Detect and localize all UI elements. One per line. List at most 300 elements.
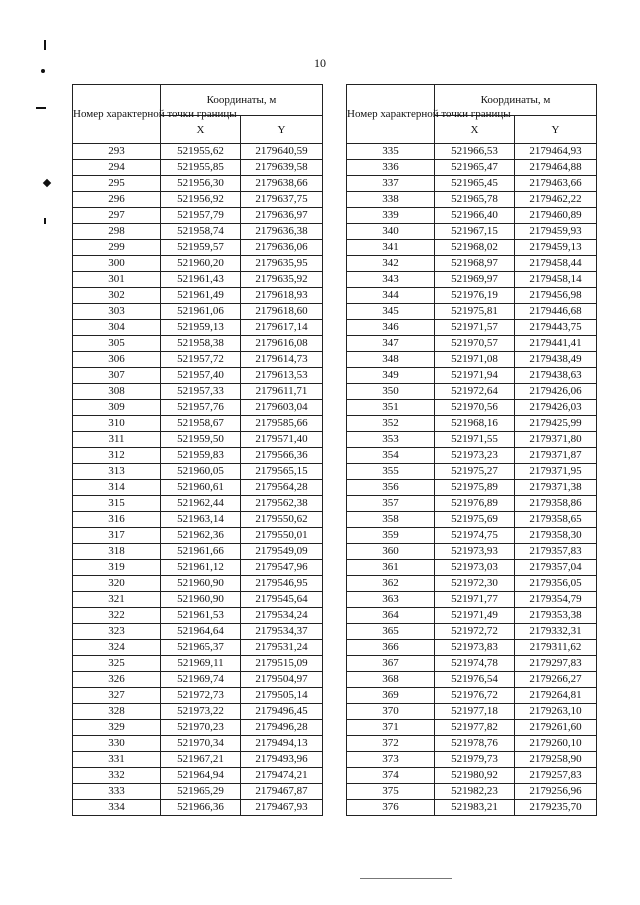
y-coordinate-cell: 2179603,04 xyxy=(241,400,323,416)
table-row xyxy=(73,560,323,576)
y-coordinate-cell: 2179474,21 xyxy=(241,768,323,784)
point-number-cell: 308 xyxy=(73,384,161,400)
y-coordinate-cell: 2179264,81 xyxy=(515,688,597,704)
x-coordinate-cell: 521965,45 xyxy=(435,176,515,192)
y-coordinate-cell: 2179534,37 xyxy=(241,624,323,640)
point-number-cell: 294 xyxy=(73,160,161,176)
x-coordinate-cell: 521975,81 xyxy=(435,304,515,320)
y-coordinate-cell: 2179357,04 xyxy=(515,560,597,576)
x-coordinate-cell: 521968,97 xyxy=(435,256,515,272)
point-number-cell: 358 xyxy=(347,512,435,528)
table-row xyxy=(347,160,597,176)
scan-artifact xyxy=(36,107,46,109)
x-coordinate-cell: 521968,02 xyxy=(435,240,515,256)
table-row xyxy=(347,176,597,192)
x-coordinate-cell: 521972,72 xyxy=(435,624,515,640)
point-number-cell: 302 xyxy=(73,288,161,304)
point-number-cell: 368 xyxy=(347,672,435,688)
y-coordinate-cell: 2179463,66 xyxy=(515,176,597,192)
point-number-cell: 369 xyxy=(347,688,435,704)
x-coordinate-cell: 521956,92 xyxy=(161,192,241,208)
point-number-cell: 348 xyxy=(347,352,435,368)
y-coordinate-cell: 2179550,62 xyxy=(241,512,323,528)
x-coordinate-cell: 521983,21 xyxy=(435,800,515,816)
point-number-cell: 355 xyxy=(347,464,435,480)
point-number-cell: 344 xyxy=(347,288,435,304)
x-coordinate-cell: 521958,74 xyxy=(161,224,241,240)
point-number-cell: 339 xyxy=(347,208,435,224)
point-number-cell: 314 xyxy=(73,480,161,496)
table-row xyxy=(73,624,323,640)
x-coordinate-cell: 521965,47 xyxy=(435,160,515,176)
table-row xyxy=(73,224,323,240)
x-coordinate-cell: 521977,82 xyxy=(435,720,515,736)
y-coordinate-cell: 2179613,53 xyxy=(241,368,323,384)
x-coordinate-cell: 521960,05 xyxy=(161,464,241,480)
table-row xyxy=(73,592,323,608)
x-coordinate-cell: 521961,53 xyxy=(161,608,241,624)
y-coordinate-cell: 2179547,96 xyxy=(241,560,323,576)
x-coordinate-cell: 521982,23 xyxy=(435,784,515,800)
point-number-cell: 364 xyxy=(347,608,435,624)
point-number-cell: 345 xyxy=(347,304,435,320)
table-row xyxy=(73,272,323,288)
y-coordinate-cell: 2179354,79 xyxy=(515,592,597,608)
y-coordinate-cell: 2179496,45 xyxy=(241,704,323,720)
y-coordinate-cell: 2179371,87 xyxy=(515,448,597,464)
point-number-cell: 372 xyxy=(347,736,435,752)
point-number-cell: 323 xyxy=(73,624,161,640)
table-row xyxy=(73,656,323,672)
point-number-cell: 300 xyxy=(73,256,161,272)
y-coordinate-cell: 2179545,64 xyxy=(241,592,323,608)
x-coordinate-cell: 521955,85 xyxy=(161,160,241,176)
y-coordinate-cell: 2179425,99 xyxy=(515,416,597,432)
y-coordinate-cell: 2179458,44 xyxy=(515,256,597,272)
x-coordinate-cell: 521960,20 xyxy=(161,256,241,272)
table-row xyxy=(347,752,597,768)
table-row xyxy=(73,352,323,368)
point-number-cell: 370 xyxy=(347,704,435,720)
y-coordinate-cell: 2179459,13 xyxy=(515,240,597,256)
y-coordinate-cell: 2179617,14 xyxy=(241,320,323,336)
point-number-cell: 354 xyxy=(347,448,435,464)
x-coordinate-cell: 521969,74 xyxy=(161,672,241,688)
point-number-cell: 349 xyxy=(347,368,435,384)
table-row xyxy=(347,272,597,288)
point-number-cell: 346 xyxy=(347,320,435,336)
table-row xyxy=(347,720,597,736)
x-coordinate-cell: 521969,97 xyxy=(435,272,515,288)
footer-rule xyxy=(360,878,452,879)
y-coordinate-cell: 2179446,68 xyxy=(515,304,597,320)
table-row xyxy=(73,256,323,272)
y-coordinate-cell: 2179496,28 xyxy=(241,720,323,736)
table-row xyxy=(73,464,323,480)
x-coordinate-cell: 521977,18 xyxy=(435,704,515,720)
point-number-header: Номер характерной точки границы xyxy=(347,85,435,144)
point-number-cell: 357 xyxy=(347,496,435,512)
table-row xyxy=(73,288,323,304)
table-row xyxy=(73,768,323,784)
point-number-cell: 373 xyxy=(347,752,435,768)
y-coordinate-cell: 2179358,65 xyxy=(515,512,597,528)
point-number-cell: 356 xyxy=(347,480,435,496)
point-number-cell: 326 xyxy=(73,672,161,688)
x-coordinate-cell: 521972,73 xyxy=(161,688,241,704)
x-coordinate-cell: 521975,89 xyxy=(435,480,515,496)
coordinates-table-right xyxy=(346,84,597,816)
point-number-cell: 361 xyxy=(347,560,435,576)
x-coordinate-cell: 521959,83 xyxy=(161,448,241,464)
table-row xyxy=(347,608,597,624)
point-number-cell: 306 xyxy=(73,352,161,368)
x-coordinate-cell: 521969,11 xyxy=(161,656,241,672)
table-row xyxy=(347,240,597,256)
x-coordinate-cell: 521973,93 xyxy=(435,544,515,560)
y-coordinate-cell: 2179297,83 xyxy=(515,656,597,672)
y-coordinate-cell: 2179636,38 xyxy=(241,224,323,240)
point-number-cell: 336 xyxy=(347,160,435,176)
y-coordinate-cell: 2179534,24 xyxy=(241,608,323,624)
table-row xyxy=(73,736,323,752)
table-row xyxy=(73,752,323,768)
x-coordinate-cell: 521971,08 xyxy=(435,352,515,368)
y-coordinate-cell: 2179443,75 xyxy=(515,320,597,336)
table-row xyxy=(73,688,323,704)
y-coordinate-cell: 2179618,60 xyxy=(241,304,323,320)
scan-artifact xyxy=(43,179,51,187)
table-row xyxy=(347,208,597,224)
point-number-cell: 337 xyxy=(347,176,435,192)
x-coordinate-cell: 521978,76 xyxy=(435,736,515,752)
table-row xyxy=(73,240,323,256)
x-coordinate-cell: 521962,44 xyxy=(161,496,241,512)
y-coordinate-cell: 2179505,14 xyxy=(241,688,323,704)
table-row xyxy=(73,176,323,192)
table-row xyxy=(347,736,597,752)
x-coordinate-cell: 521980,92 xyxy=(435,768,515,784)
table-row xyxy=(347,800,597,816)
point-number-cell: 316 xyxy=(73,512,161,528)
y-coordinate-cell: 2179460,89 xyxy=(515,208,597,224)
y-coordinate-cell: 2179616,08 xyxy=(241,336,323,352)
x-coordinate-cell: 521971,57 xyxy=(435,320,515,336)
table-row xyxy=(73,784,323,800)
point-number-cell: 310 xyxy=(73,416,161,432)
y-coordinate-cell: 2179635,95 xyxy=(241,256,323,272)
point-number-cell: 304 xyxy=(73,320,161,336)
point-number-cell: 365 xyxy=(347,624,435,640)
x-coordinate-cell: 521968,16 xyxy=(435,416,515,432)
y-coordinate-cell: 2179571,40 xyxy=(241,432,323,448)
x-coordinate-cell: 521970,56 xyxy=(435,400,515,416)
table-body-left xyxy=(73,144,323,816)
point-number-cell: 367 xyxy=(347,656,435,672)
x-coordinate-cell: 521965,37 xyxy=(161,640,241,656)
x-coordinate-cell: 521973,22 xyxy=(161,704,241,720)
table-row xyxy=(347,544,597,560)
x-coordinate-cell: 521972,64 xyxy=(435,384,515,400)
x-coordinate-cell: 521955,62 xyxy=(161,144,241,160)
table-row xyxy=(347,448,597,464)
table-row xyxy=(347,224,597,240)
y-coordinate-cell: 2179356,05 xyxy=(515,576,597,592)
point-number-cell: 371 xyxy=(347,720,435,736)
x-coordinate-cell: 521979,73 xyxy=(435,752,515,768)
y-coordinate-cell: 2179459,93 xyxy=(515,224,597,240)
y-coordinate-cell: 2179438,63 xyxy=(515,368,597,384)
x-column-header: X xyxy=(435,116,515,144)
y-coordinate-cell: 2179531,24 xyxy=(241,640,323,656)
table-row xyxy=(73,304,323,320)
point-number-cell: 359 xyxy=(347,528,435,544)
point-number-cell: 309 xyxy=(73,400,161,416)
y-coordinate-cell: 2179258,90 xyxy=(515,752,597,768)
y-coordinate-cell: 2179256,96 xyxy=(515,784,597,800)
x-coordinate-cell: 521971,77 xyxy=(435,592,515,608)
table-row xyxy=(73,528,323,544)
table-row xyxy=(73,384,323,400)
table-row xyxy=(73,400,323,416)
y-coordinate-cell: 2179638,66 xyxy=(241,176,323,192)
y-coordinate-cell: 2179353,38 xyxy=(515,608,597,624)
x-coordinate-cell: 521961,43 xyxy=(161,272,241,288)
x-coordinate-cell: 521965,78 xyxy=(435,192,515,208)
x-coordinate-cell: 521973,23 xyxy=(435,448,515,464)
x-coordinate-cell: 521973,83 xyxy=(435,640,515,656)
y-column-header: Y xyxy=(515,116,597,144)
point-number-cell: 327 xyxy=(73,688,161,704)
x-coordinate-cell: 521976,19 xyxy=(435,288,515,304)
table-row xyxy=(73,208,323,224)
table-row xyxy=(73,432,323,448)
table-row xyxy=(347,512,597,528)
y-coordinate-cell: 2179371,80 xyxy=(515,432,597,448)
point-number-cell: 343 xyxy=(347,272,435,288)
point-number-cell: 305 xyxy=(73,336,161,352)
y-coordinate-cell: 2179438,49 xyxy=(515,352,597,368)
point-number-cell: 303 xyxy=(73,304,161,320)
y-coordinate-cell: 2179564,28 xyxy=(241,480,323,496)
point-number-cell: 320 xyxy=(73,576,161,592)
x-coordinate-cell: 521971,55 xyxy=(435,432,515,448)
point-number-cell: 318 xyxy=(73,544,161,560)
table-row xyxy=(347,528,597,544)
y-coordinate-cell: 2179464,93 xyxy=(515,144,597,160)
y-coordinate-cell: 2179263,10 xyxy=(515,704,597,720)
x-coordinate-cell: 521970,34 xyxy=(161,736,241,752)
table-row xyxy=(73,368,323,384)
point-number-cell: 297 xyxy=(73,208,161,224)
x-coordinate-cell: 521959,13 xyxy=(161,320,241,336)
point-number-cell: 298 xyxy=(73,224,161,240)
table-row xyxy=(347,672,597,688)
table-row xyxy=(73,192,323,208)
point-number-cell: 338 xyxy=(347,192,435,208)
point-number-cell: 330 xyxy=(73,736,161,752)
point-number-cell: 325 xyxy=(73,656,161,672)
x-coordinate-cell: 521976,54 xyxy=(435,672,515,688)
point-number-cell: 333 xyxy=(73,784,161,800)
y-coordinate-cell: 2179467,87 xyxy=(241,784,323,800)
x-coordinate-cell: 521966,36 xyxy=(161,800,241,816)
y-coordinate-cell: 2179332,31 xyxy=(515,624,597,640)
table-row xyxy=(347,768,597,784)
point-number-cell: 376 xyxy=(347,800,435,816)
table-row xyxy=(73,448,323,464)
x-coordinate-cell: 521960,90 xyxy=(161,576,241,592)
y-coordinate-cell: 2179611,71 xyxy=(241,384,323,400)
point-number-cell: 321 xyxy=(73,592,161,608)
x-coordinate-cell: 521975,27 xyxy=(435,464,515,480)
y-coordinate-cell: 2179636,06 xyxy=(241,240,323,256)
table-row xyxy=(73,608,323,624)
point-number-cell: 352 xyxy=(347,416,435,432)
x-coordinate-cell: 521966,53 xyxy=(435,144,515,160)
point-number-cell: 299 xyxy=(73,240,161,256)
point-number-cell: 296 xyxy=(73,192,161,208)
x-coordinate-cell: 521970,23 xyxy=(161,720,241,736)
x-coordinate-cell: 521957,76 xyxy=(161,400,241,416)
x-coordinate-cell: 521967,21 xyxy=(161,752,241,768)
y-coordinate-cell: 2179456,98 xyxy=(515,288,597,304)
y-coordinate-cell: 2179550,01 xyxy=(241,528,323,544)
point-number-cell: 363 xyxy=(347,592,435,608)
table-row xyxy=(73,640,323,656)
x-coordinate-cell: 521958,38 xyxy=(161,336,241,352)
table-row xyxy=(347,656,597,672)
table-row xyxy=(347,416,597,432)
table-row xyxy=(347,688,597,704)
y-coordinate-cell: 2179464,88 xyxy=(515,160,597,176)
table-row xyxy=(73,320,323,336)
coordinates-table-left xyxy=(72,84,323,816)
point-number-cell: 301 xyxy=(73,272,161,288)
y-coordinate-cell: 2179358,86 xyxy=(515,496,597,512)
table-body-right xyxy=(347,144,597,816)
y-coordinate-cell: 2179637,75 xyxy=(241,192,323,208)
y-coordinate-cell: 2179358,30 xyxy=(515,528,597,544)
table-row xyxy=(347,784,597,800)
y-coordinate-cell: 2179562,38 xyxy=(241,496,323,512)
y-coordinate-cell: 2179585,66 xyxy=(241,416,323,432)
y-coordinate-cell: 2179549,09 xyxy=(241,544,323,560)
x-coordinate-cell: 521967,15 xyxy=(435,224,515,240)
point-number-cell: 366 xyxy=(347,640,435,656)
x-coordinate-cell: 521971,94 xyxy=(435,368,515,384)
y-coordinate-cell: 2179546,95 xyxy=(241,576,323,592)
table-row xyxy=(73,544,323,560)
x-coordinate-cell: 521961,49 xyxy=(161,288,241,304)
y-column-header: Y xyxy=(241,116,323,144)
point-number-cell: 328 xyxy=(73,704,161,720)
point-number-cell: 335 xyxy=(347,144,435,160)
x-coordinate-cell: 521965,29 xyxy=(161,784,241,800)
point-number-cell: 353 xyxy=(347,432,435,448)
x-coordinate-cell: 521960,90 xyxy=(161,592,241,608)
table-row xyxy=(73,512,323,528)
point-number-cell: 319 xyxy=(73,560,161,576)
x-coordinate-cell: 521961,06 xyxy=(161,304,241,320)
x-coordinate-cell: 521975,69 xyxy=(435,512,515,528)
x-coordinate-cell: 521964,64 xyxy=(161,624,241,640)
table-row xyxy=(73,496,323,512)
x-coordinate-cell: 521963,14 xyxy=(161,512,241,528)
table-row xyxy=(347,304,597,320)
x-coordinate-cell: 521964,94 xyxy=(161,768,241,784)
y-coordinate-cell: 2179618,93 xyxy=(241,288,323,304)
table-row xyxy=(347,624,597,640)
point-number-cell: 351 xyxy=(347,400,435,416)
scan-artifact xyxy=(44,40,46,50)
point-number-cell: 341 xyxy=(347,240,435,256)
x-coordinate-cell: 521957,40 xyxy=(161,368,241,384)
point-number-cell: 375 xyxy=(347,784,435,800)
y-coordinate-cell: 2179371,38 xyxy=(515,480,597,496)
y-coordinate-cell: 2179515,09 xyxy=(241,656,323,672)
table-row xyxy=(347,592,597,608)
x-coordinate-cell: 521974,75 xyxy=(435,528,515,544)
table-row xyxy=(347,576,597,592)
y-coordinate-cell: 2179257,83 xyxy=(515,768,597,784)
table-row xyxy=(347,336,597,352)
y-coordinate-cell: 2179639,58 xyxy=(241,160,323,176)
point-number-cell: 331 xyxy=(73,752,161,768)
y-coordinate-cell: 2179493,96 xyxy=(241,752,323,768)
x-coordinate-cell: 521966,40 xyxy=(435,208,515,224)
table-row xyxy=(347,400,597,416)
x-coordinate-cell: 521962,36 xyxy=(161,528,241,544)
table-row xyxy=(347,144,597,160)
coordinates-header: Координаты, м xyxy=(435,85,597,116)
point-number-cell: 362 xyxy=(347,576,435,592)
point-number-cell: 347 xyxy=(347,336,435,352)
point-number-cell: 332 xyxy=(73,768,161,784)
point-number-cell: 322 xyxy=(73,608,161,624)
point-number-cell: 317 xyxy=(73,528,161,544)
x-coordinate-cell: 521957,72 xyxy=(161,352,241,368)
scan-artifact xyxy=(41,69,45,73)
y-coordinate-cell: 2179458,14 xyxy=(515,272,597,288)
point-number-cell: 295 xyxy=(73,176,161,192)
table-row xyxy=(347,192,597,208)
x-coordinate-cell: 521959,50 xyxy=(161,432,241,448)
y-coordinate-cell: 2179311,62 xyxy=(515,640,597,656)
table-row xyxy=(347,352,597,368)
y-coordinate-cell: 2179636,97 xyxy=(241,208,323,224)
table-row xyxy=(73,144,323,160)
x-coordinate-cell: 521976,72 xyxy=(435,688,515,704)
point-number-cell: 360 xyxy=(347,544,435,560)
y-coordinate-cell: 2179467,93 xyxy=(241,800,323,816)
x-coordinate-cell: 521961,12 xyxy=(161,560,241,576)
y-coordinate-cell: 2179260,10 xyxy=(515,736,597,752)
point-number-cell: 312 xyxy=(73,448,161,464)
y-coordinate-cell: 2179426,06 xyxy=(515,384,597,400)
x-coordinate-cell: 521971,49 xyxy=(435,608,515,624)
y-coordinate-cell: 2179504,97 xyxy=(241,672,323,688)
x-coordinate-cell: 521959,57 xyxy=(161,240,241,256)
table-row xyxy=(347,464,597,480)
table-row xyxy=(347,368,597,384)
point-number-cell: 313 xyxy=(73,464,161,480)
x-coordinate-cell: 521976,89 xyxy=(435,496,515,512)
point-number-cell: 340 xyxy=(347,224,435,240)
point-number-header: Номер характерной точки границы xyxy=(73,85,161,144)
x-coordinate-cell: 521957,33 xyxy=(161,384,241,400)
y-coordinate-cell: 2179266,27 xyxy=(515,672,597,688)
